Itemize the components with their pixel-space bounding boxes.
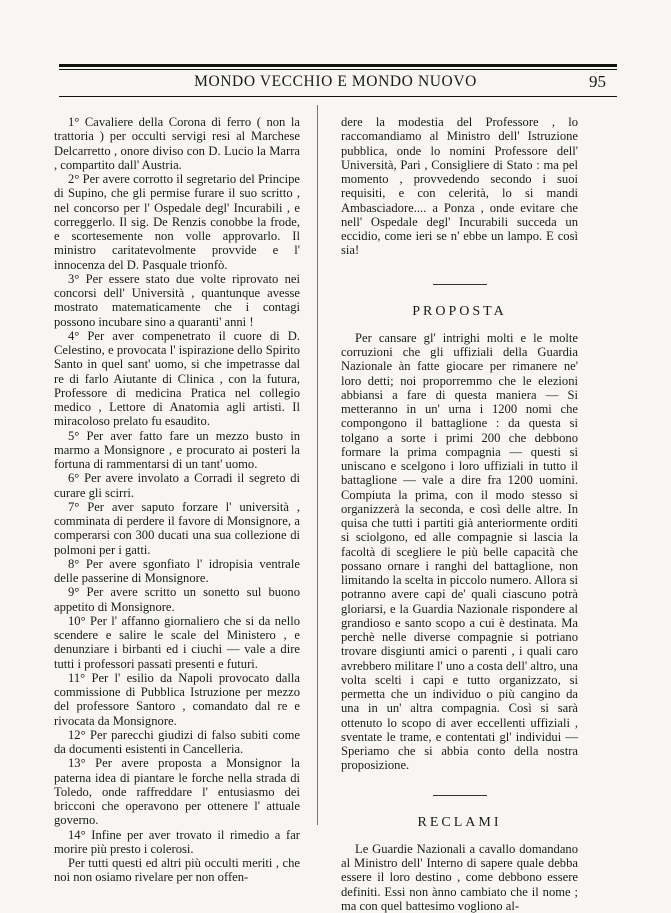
running-head: MONDO VECCHIO E MONDO NUOVO [194, 73, 477, 90]
left-column [54, 115, 300, 885]
section-heading-proposta: PROPOSTA [412, 303, 507, 319]
column-divider [317, 105, 318, 825]
merit-item-6: 6° Per avere involato a Corradi il segreto di curare gli scirri. [54, 471, 300, 500]
right-column [341, 115, 578, 913]
merit-item-13: 13° Per avere proposta a Monsignor la paterna idea di piantare le forche nella strada di Toledo, onde raffreddare l' entusiasmo dei bricconi che operavono per ottenere l' attuale governo. [54, 756, 300, 828]
merit-item-11: 11° Per l' esilio da Napoli provocato dalla commissione di Pubblica Istruzione per mezzo del professore Santoro , comandato dal re e rivocata da Monsignore. [54, 670, 300, 728]
section-separator [433, 795, 487, 796]
continued-paragraph: dere la modestia del Professore , lo raccomandiamo al Ministro dell' Istruzione pubblica, onde lo nomini Professore dell' Università, Pari , Consigliere di Stato : ma pel momento , provvedendo secondo i suoi requisiti, e con celerità, lo si mandi Ambasciadore.... a Ponza , onde evitare che nell' Ospedale degl' Incurabili succeda un eccidio, come ieri se n' ebbe un lampo. E così sia! [341, 115, 578, 258]
reclami-paragraph: Le Guardie Nazionali a cavallo domandano al Ministro dell' Interno di sapere quale debba essere il loro destino , come debbono essere definiti. Essi non ànno cambiato che il nome ; ma con quel battesimo vogliono al- [341, 841, 578, 913]
closing-paragraph: Per tutti questi ed altri più occulti meriti , che noi non osiamo rivelare per non offen- [54, 856, 300, 885]
merit-item-5: 5° Per aver fatto fare un mezzo busto in marmo a Monsignore , e procurato ai posteri la fortuna di rammentarsi di un tant' uomo. [54, 428, 300, 471]
header-top-rule [59, 64, 617, 67]
merit-item-1: 1° Cavaliere della Corona di ferro ( non la trattoria ) per occulti servigi resi al Marchese Delcarretto , onore diviso con D. Lucio la Marra , compartito dall' Austria. [54, 115, 300, 172]
merit-item-10: 10° Per l' affanno giornaliero che si da nello scendere e salire le scale del Ministero , e denunziare i birbanti ed i ciuchi — vale a dire tutti i professori passati presenti e futuri. [54, 613, 300, 671]
merit-item-8: 8° Per avere sgonfiato l' idropisia ventrale delle passerine di Monsignore. [54, 556, 300, 585]
section-separator [433, 284, 487, 285]
section-heading-reclami: RECLAMI [417, 814, 502, 830]
page-number: 95 [589, 72, 606, 91]
merit-item-3: 3° Per essere stato due volte riprovato nei concorsi dell' Università , quantunque avesse mostrato matematicamente che i contagi possono incubare sino a quaranti' anni ! [54, 271, 300, 329]
merit-item-12: 12° Per parecchi giudizi di falso subiti come da documenti esistenti in Cancelleria. [54, 727, 300, 756]
header-bottom-rule [59, 96, 617, 97]
merit-item-7: 7° Per aver saputo forzare l' università , comminata di perdere il favore di Monsignore, a comperarsi con 300 ducati una sua collezione di polmoni per i gatti. [54, 499, 300, 557]
merit-item-2: 2° Per avere corrotto il segretario del Principe di Supino, che gli permise furare il suo scritto , nel concorso per l' Ospedale degl' Incurabili , e correggerlo. Il sig. De Renzis conobbe la frode, e scortesemente non volle approvarlo. Il ministro caritatevolmente provvide e l' innocenza del D. Pasquale trionfò. [54, 172, 300, 272]
merit-item-14: 14° Infine per aver trovato il rimedio a far morire più presto i colerosi. [54, 827, 300, 856]
header-top-thin-rule [59, 69, 617, 70]
merit-item-4: 4° Per aver compenetrato il cuore di D. Celestino, e provocata l' ispirazione dello Spirito Santo in quel sant' uomo, si che impetrasse dal re di farlo Aiutante di Clinica , con la futura, Professore di medicina Pratica nel collegio medico , Lettore di Anatomia agli artisti. Il miracoloso prelato fu esaudito. [54, 328, 300, 429]
merit-item-9: 9° Per avere scritto un sonetto sul buono appetito di Monsignore. [54, 585, 300, 614]
proposta-paragraph: Per cansare gl' intrighi molti e le molte corruzioni che gli uffiziali della Guardia Nazionale àn fatte giocare per rimanere ne' loro detti; noi proporremmo che le elezioni abbiansi a fare di questa maniera — Si metteranno in un' urna i 1200 nomi che compongono il battaglione : da questa si tolgano a sorte i primi 200 che debbono formare la prima compagnia — questi si uniscano e scelgono i loro uffiziali in tutto il battaglione — vale a dire fra 1200 uomini. Compiuta la prima, con il modo stesso si organizzerà la seconda, e così delle altre. In quisa che tutti i partiti già anteriormente orditi si sciolgono, ed alle compagnie si lascia la facoltà di scegliere le più belle capacità che possano ornare i ranghi del battaglione, non limitando la scelta in piccolo numero. Allora si potranno avere capi de' quali ciascuno potrà gloriarsi, e la Guardia Nazionale rispondere al grandioso e santo scopo a cui è destinata. Ma perchè nelle diverse compagnie si potriano trovare disgiunti amici o parenti , i quali caro avrebbero militare l' uno a costa dell' altro, una volta scelti i capi e tutto organizzato, si permetta che un individuo o più cangino da una in un' altra compagnia. Così si sarà ottenuto lo scopo di aver eccellenti uffiziali , sventate le trame, e contentati gl' individui — Speriamo che si abbia conto della nostra proposizione. [341, 330, 578, 773]
